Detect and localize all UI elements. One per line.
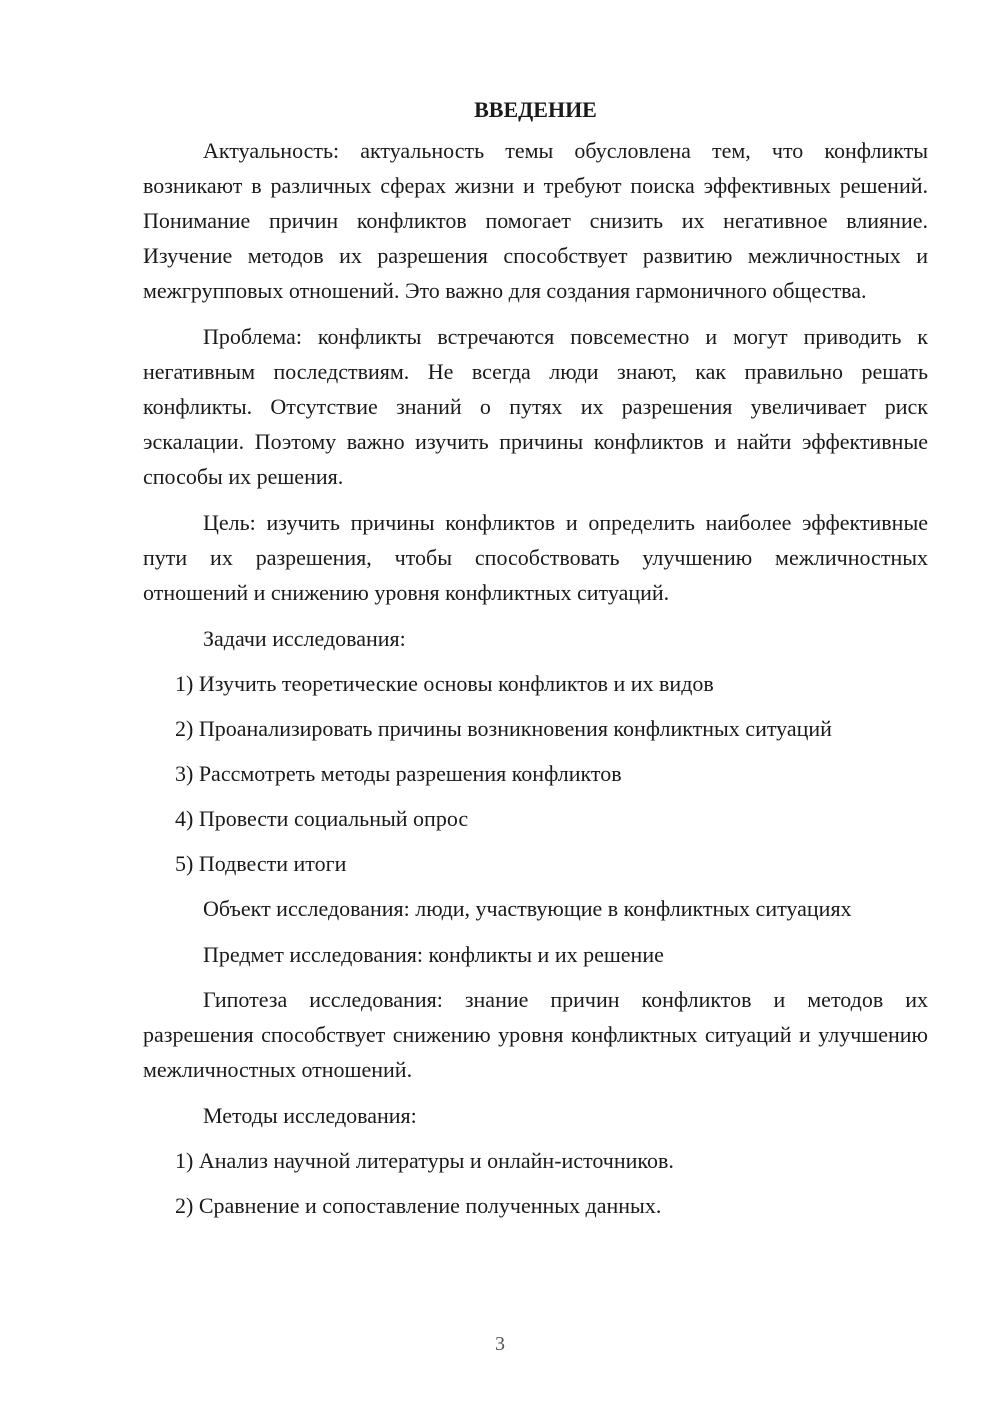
list-item: 1) Анализ научной литературы и онлайн-источников. [175, 1148, 674, 1173]
list-item: 2) Проанализировать причины возникновения конфликтных ситуаций [175, 716, 832, 741]
page-title: ВВЕДЕНИЕ [474, 97, 597, 122]
hypothesis-paragraph: Гипотеза исследования: знание причин конфликтов и методов их разрешения способствует снижению уровня конфликтных ситуаций и улучшению межличностных отношений. [143, 987, 928, 1082]
relevance-paragraph: Актуальность: актуальность темы обусловлена тем, что конфликты возникают в различных сферах жизни и требуют поиска эффективных решений. Понимание причин конфликтов помогает снизить их негативное влияние. Изучение методов их разрешения способствует развитию межличностных и межгрупповых отношений. Это важно для создания гармоничного общества. [143, 138, 928, 303]
tasks-heading: Задачи исследования: [203, 626, 406, 651]
methods-list [143, 1143, 928, 1223]
list-item: 5) Подвести итоги [175, 851, 347, 876]
page-number: 3 [495, 1333, 505, 1355]
list-item: 4) Провести социальный опрос [175, 806, 469, 831]
list-item: 1) Изучить теоретические основы конфликтов и их видов [175, 671, 714, 696]
goal-paragraph: Цель: изучить причины конфликтов и определить наиболее эффективные пути их разрешения, чтобы способствовать улучшению межличностных отношений и снижению уровня конфликтных ситуаций. [143, 510, 928, 605]
tasks-list [143, 666, 928, 881]
subject-paragraph: Предмет исследования: конфликты и их решение [203, 942, 664, 967]
problem-paragraph: Проблема: конфликты встречаются повсеместно и могут приводить к негативным последствиям. Не всегда люди знают, как правильно решать конфликты. Отсутствие знаний о путях их разрешения увеличивает риск эскалации. Поэтому важно изучить причины конфликтов и найти эффективные способы их решения. [143, 324, 928, 489]
methods-heading: Методы исследования: [203, 1103, 417, 1128]
object-paragraph: Объект исследования: люди, участвующие в конфликтных ситуациях [203, 896, 852, 921]
document-page [143, 92, 928, 1233]
list-item: 3) Рассмотреть методы разрешения конфликтов [175, 761, 622, 786]
list-item: 2) Сравнение и сопоставление полученных данных. [175, 1193, 662, 1218]
